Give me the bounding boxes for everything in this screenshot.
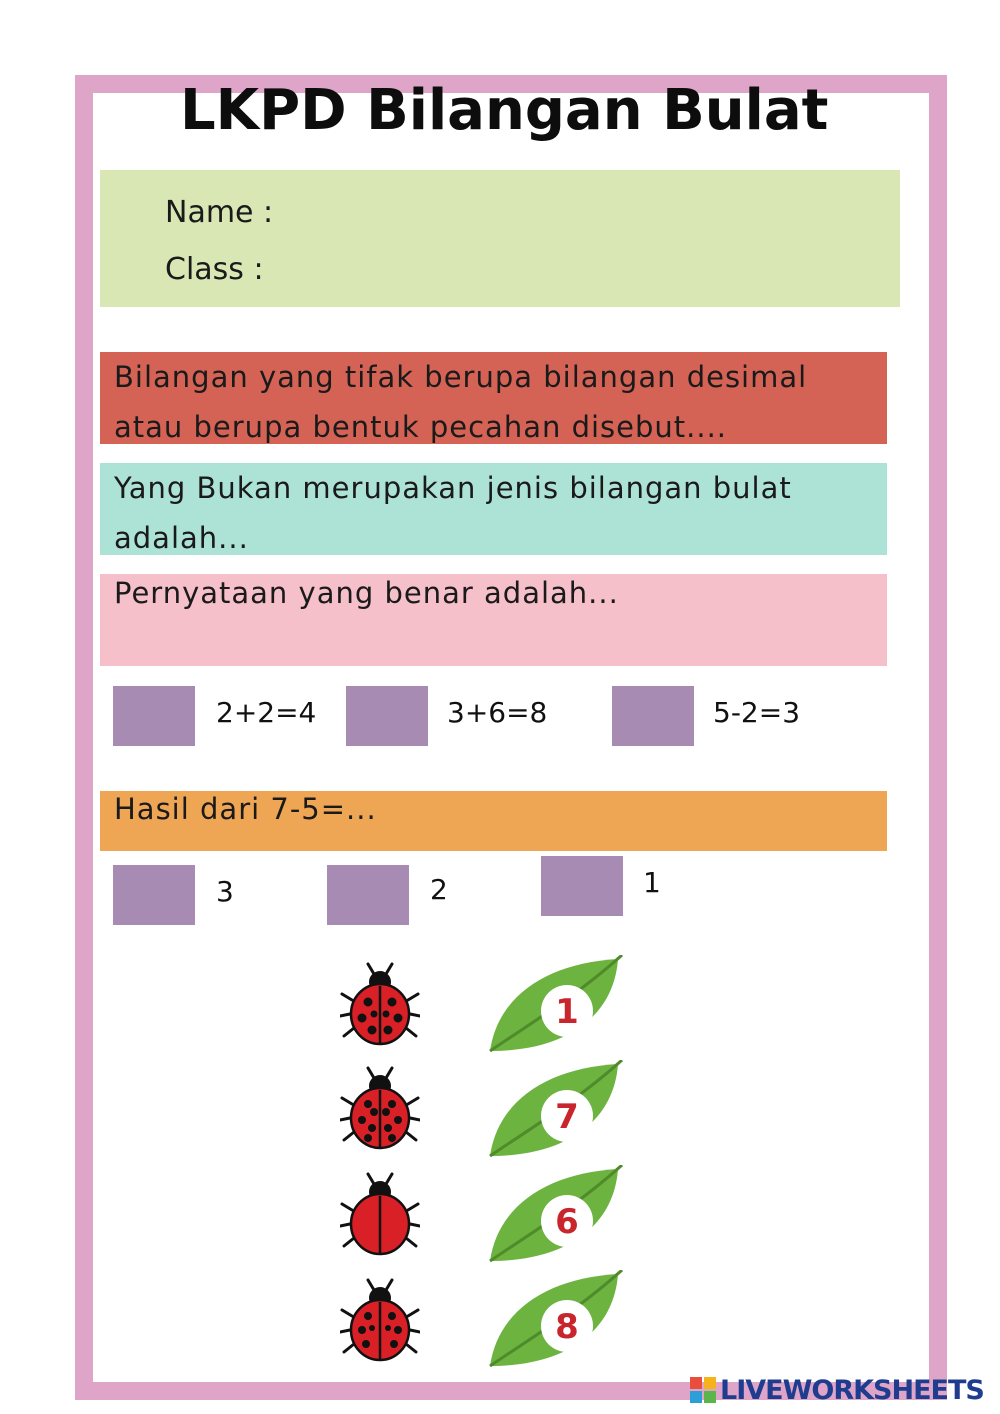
leaf-number: 6 (555, 1202, 579, 1242)
q3-option-1-checkbox[interactable] (113, 686, 195, 746)
question-1-line-2: atau berupa bentuk pecahan disebut.... (114, 410, 728, 444)
q3-option-1-label: 2+2=4 (216, 696, 317, 729)
question-1-line-1: Bilangan yang tifak berupa bilangan desimal (114, 360, 808, 394)
leaf-number: 8 (555, 1307, 579, 1347)
name-label: Name : (165, 195, 274, 230)
q4-option-1-checkbox[interactable] (113, 865, 195, 925)
q3-option-3-checkbox[interactable] (612, 686, 694, 746)
q4-option-2-checkbox[interactable] (327, 865, 409, 925)
q4-option-3-label: 1 (643, 866, 661, 899)
leaf-number: 7 (555, 1097, 579, 1137)
student-info-box (100, 170, 900, 307)
liveworksheets-logo (690, 1374, 984, 1406)
watermark-text: LIVEWORKSHEETS (720, 1374, 984, 1406)
ladybug-icon[interactable] (340, 1066, 420, 1150)
question-2-line-2: adalah... (114, 521, 249, 555)
ladybug-icon[interactable] (340, 962, 420, 1046)
q3-option-2-label: 3+6=8 (447, 696, 548, 729)
q4-option-1-label: 3 (216, 875, 234, 908)
class-label: Class : (165, 252, 264, 287)
page-title: LKPD Bilangan Bulat (180, 78, 829, 143)
q3-option-3-label: 5-2=3 (713, 696, 801, 729)
leaf-1[interactable] (488, 955, 624, 1055)
question-1 (100, 352, 887, 444)
ladybug-icon[interactable] (340, 1278, 420, 1362)
question-3-line-1: Pernyataan yang benar adalah... (114, 576, 619, 610)
question-4 (100, 791, 887, 851)
ladybug-icon[interactable] (340, 1172, 420, 1256)
leaf-4[interactable] (488, 1270, 624, 1370)
leaf-number: 1 (555, 992, 579, 1032)
leaf-2[interactable] (488, 1060, 624, 1160)
q4-option-2-label: 2 (430, 873, 448, 906)
liveworksheets-logo-icon (690, 1377, 716, 1403)
question-4-line-1: Hasil dari 7-5=... (114, 792, 377, 826)
q3-option-2-checkbox[interactable] (346, 686, 428, 746)
question-2 (100, 463, 887, 555)
leaf-3[interactable] (488, 1165, 624, 1265)
question-3 (100, 574, 887, 666)
q4-option-3-checkbox[interactable] (541, 856, 623, 916)
question-2-line-1: Yang Bukan merupakan jenis bilangan bulat (114, 471, 792, 505)
